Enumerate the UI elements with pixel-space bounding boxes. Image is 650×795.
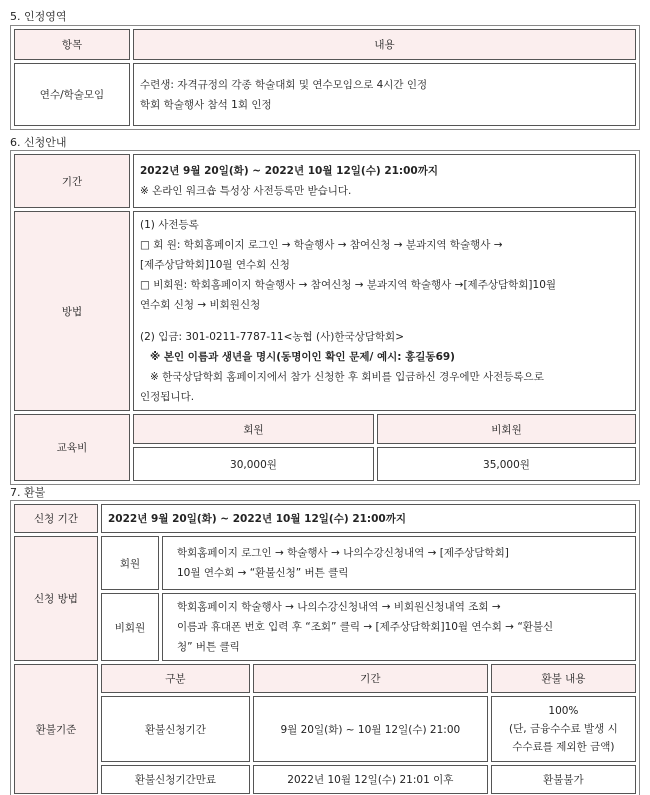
method-line: [제주상담학회]10월 연수회 신청: [140, 259, 290, 271]
method-line: □ 회 원: 학회홈페이지 로그인 → 학술행사 → 참여신청 → 분과지역 학술행사 →: [140, 239, 503, 251]
label-fee: 교육비: [14, 414, 130, 481]
fee-member-value: 30,000원: [133, 447, 374, 481]
header-item: 항목: [14, 29, 130, 60]
r1-refund: [491, 696, 636, 762]
method-line: (1) 사전등록: [140, 219, 199, 231]
recognition-table: [10, 25, 640, 130]
fee-member-header: 회원: [133, 414, 374, 444]
nonmember-method-line: 청” 버튼 클릭: [177, 641, 240, 653]
section-5-title: 5. 인정영역: [10, 10, 67, 23]
r2-refund: 환불불가: [491, 765, 636, 794]
refund-table: [10, 500, 640, 795]
period-content: [133, 154, 636, 208]
nonmember-method-line: 이름과 휴대폰 번호 입력 후 “조회” 클릭 → [제주상담학회]10월 연수회 → “환불신: [177, 621, 554, 633]
fee-nonmember-value: 35,000원: [377, 447, 636, 481]
r2-period: 2022년 10월 12일(수) 21:01 이후: [253, 765, 488, 794]
section-7-title: 7. 환불: [10, 486, 46, 499]
header-refund: 환불 내용: [491, 664, 636, 693]
r1-refund-line: 수수료를 제외한 금액): [512, 741, 615, 753]
label-refund-criteria: 환불기준: [14, 664, 98, 794]
name-notice: ※ 본인 이름과 생년을 명시(동명이인 확인 문제/ 예시: 홍길동69): [150, 351, 455, 363]
r1-refund-line: (단, 금융수수료 발생 시: [509, 723, 618, 735]
row-label-training: 연수/학술모임: [14, 63, 130, 126]
note-line: ※ 한국상담학회 홈페이지에서 참가 신청한 후 회비를 입금하신 경우에만 사전등록으로: [150, 371, 544, 383]
r1-division: 환불신청기간: [101, 696, 250, 762]
row-content-training: [133, 63, 636, 126]
period-main: 2022년 9월 20일(화) ~ 2022년 10월 12일(수) 21:00까지: [140, 165, 439, 177]
period-note: ※ 온라인 워크숍 특성상 사전등록만 받습니다.: [140, 185, 352, 197]
nonmember-method-line: 학회홈페이지 학술행사 → 나의수강신청내역 → 비회원신청내역 조회 →: [177, 601, 501, 613]
label-refund-period: 신청 기간: [14, 504, 98, 533]
label-period: 기간: [14, 154, 130, 208]
section-6-title: 6. 신청안내: [10, 136, 67, 149]
method-line: □ 비회원: 학회홈페이지 학술행사 → 참여신청 → 분과지역 학술행사 →[제주상담학회]10월: [140, 279, 557, 291]
content-line: 학회 학술행사 참석 1회 인정: [140, 98, 272, 111]
header-period: 기간: [253, 664, 488, 693]
label-method-text: 방법: [61, 305, 83, 318]
member-method: [162, 536, 636, 590]
fee-nonmember-header: 비회원: [377, 414, 636, 444]
method-content: [133, 211, 636, 411]
content-line: 수련생: 자격규정의 각종 학술대회 및 연수모임으로 4시간 인정: [140, 78, 428, 91]
member-method-line: 10월 연수회 → “환불신청” 버튼 클릭: [177, 567, 349, 579]
label-nonmember: 비회원: [101, 593, 159, 661]
nonmember-method: [162, 593, 636, 661]
header-division: 구분: [101, 664, 250, 693]
refund-period-content: 2022년 9월 20일(화) ~ 2022년 10월 12일(수) 21:00까지: [101, 504, 636, 533]
application-table: [10, 150, 640, 485]
r1-refund-line: 100%: [548, 705, 579, 717]
label-method: [14, 211, 130, 411]
r2-division: 환불신청기간만료: [101, 765, 250, 794]
deposit-line: (2) 입금: 301-0211-7787-11<농협 (사)한국상담학회>: [140, 331, 404, 343]
label-refund-method: 신청 방법: [14, 536, 98, 661]
label-member: 회원: [101, 536, 159, 590]
note-line: 인정됩니다.: [140, 391, 195, 403]
header-content: 내용: [133, 29, 636, 60]
r1-period: 9월 20일(화) ~ 10월 12일(수) 21:00: [253, 696, 488, 762]
member-method-line: 학회홈페이지 로그인 → 학술행사 → 나의수강신청내역 → [제주상담학회]: [177, 547, 509, 559]
method-line: 연수회 신청 → 비회원신청: [140, 299, 261, 311]
